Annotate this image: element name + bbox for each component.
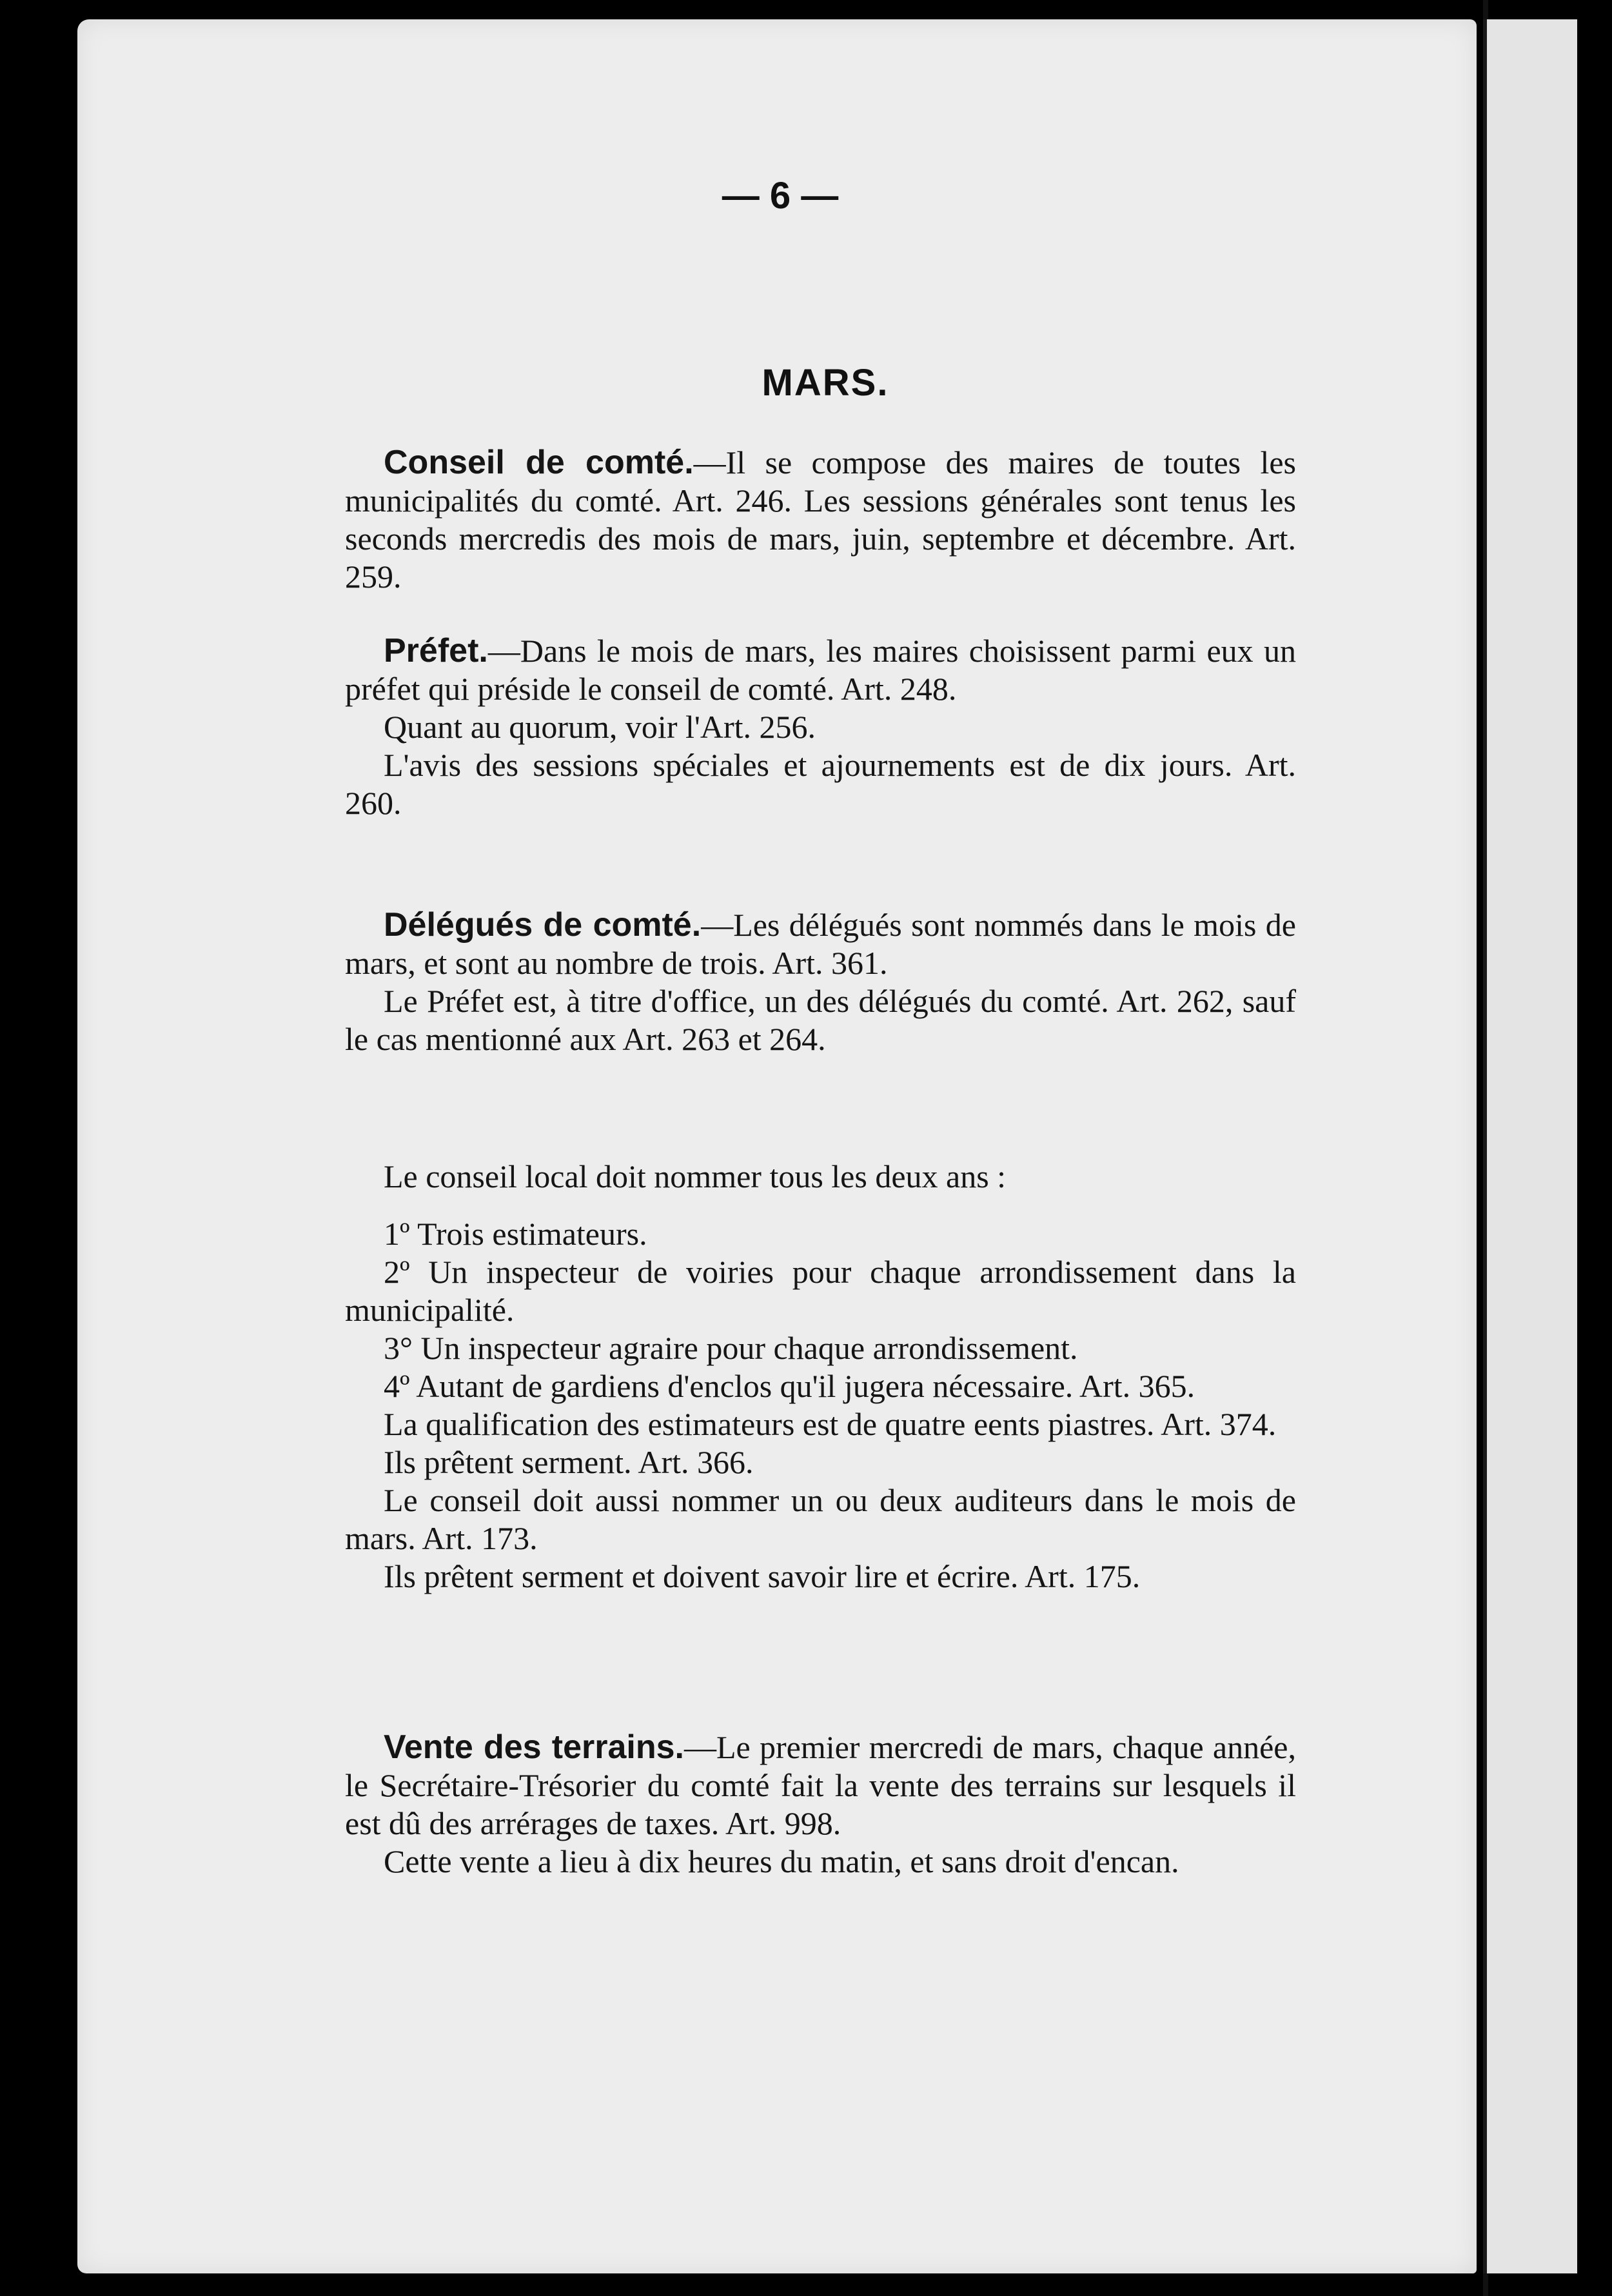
serment: Ils prêtent serment. Art. 366.: [384, 1444, 754, 1480]
section-conseil-de-comte: [345, 444, 1296, 596]
next-page-edge: [1483, 19, 1577, 2273]
section-conseil-local: [345, 1158, 1296, 1596]
text-prefet: —Dans le mois de mars, les maires choisissent parmi eux un préfet qui préside le conseil de comté. Art. 248.: [345, 633, 1296, 707]
lead-prefet: Préfet.: [384, 632, 488, 669]
text-vente: —Le premier mercredi de mars, chaque année, le Secrétaire-Trésorier du comté fait la vente des terrains sur lesquels il est dû des arrérages de taxes. Art. 998.: [345, 1729, 1296, 1841]
conseil-local-intro: Le conseil local doit nommer tous les deux ans :: [384, 1158, 1007, 1194]
prefet-quorum: Quant au quorum, voir l'Art. 256.: [384, 709, 816, 745]
list-item: 1º Trois estimateurs.: [384, 1216, 647, 1252]
list-item: 4º Autant de gardiens d'enclos qu'il jugera nécessaire. Art. 365.: [384, 1368, 1195, 1404]
section-heading: MARS.: [762, 362, 889, 404]
vente-heure: Cette vente a lieu à dix heures du matin, et sans droit d'encan.: [384, 1843, 1179, 1879]
auditeurs: Le conseil doit aussi nommer un ou deux auditeurs dans le mois de mars. Art. 173.: [345, 1482, 1296, 1556]
section-prefet: [345, 632, 1296, 822]
list-item: 2º Un inspecteur de voiries pour chaque arrondissement dans la municipalité.: [345, 1254, 1296, 1328]
section-vente-des-terrains: [345, 1728, 1296, 1881]
serment-auditeurs: Ils prêtent serment et doivent savoir lire et écrire. Art. 175.: [384, 1558, 1141, 1594]
text-delegues: —Les délégués sont nommés dans le mois de mars, et sont au nombre de trois. Art. 361.: [345, 907, 1297, 981]
text-conseil: —Il se compose des maires de toutes les municipalités du comté. Art. 246. Les sessions générales sont tenus les seconds mercredis des mois de mars, juin, septembre et décembre. Art. 259.: [345, 444, 1296, 595]
section-delegues: [345, 906, 1296, 1058]
prefet-avis: L'avis des sessions spéciales et ajournements est de dix jours. Art. 260.: [345, 747, 1296, 821]
lead-delegues: Délégués de comté.: [384, 906, 702, 944]
lead-vente: Vente des terrains.: [384, 1728, 684, 1766]
delegues-prefet: Le Préfet est, à titre d'office, un des délégués du comté. Art. 262, sauf le cas mentionné aux Art. 263 et 264.: [345, 983, 1296, 1057]
appointments-list: [345, 1215, 1296, 1405]
qualification: La qualification des estimateurs est de quatre eents piastres. Art. 374.: [384, 1406, 1277, 1442]
page: [77, 19, 1477, 2273]
list-item: 3° Un inspecteur agraire pour chaque arrondissement.: [384, 1330, 1078, 1366]
lead-conseil: Conseil de comté.: [384, 444, 694, 481]
page-number: — 6 —: [722, 175, 839, 217]
